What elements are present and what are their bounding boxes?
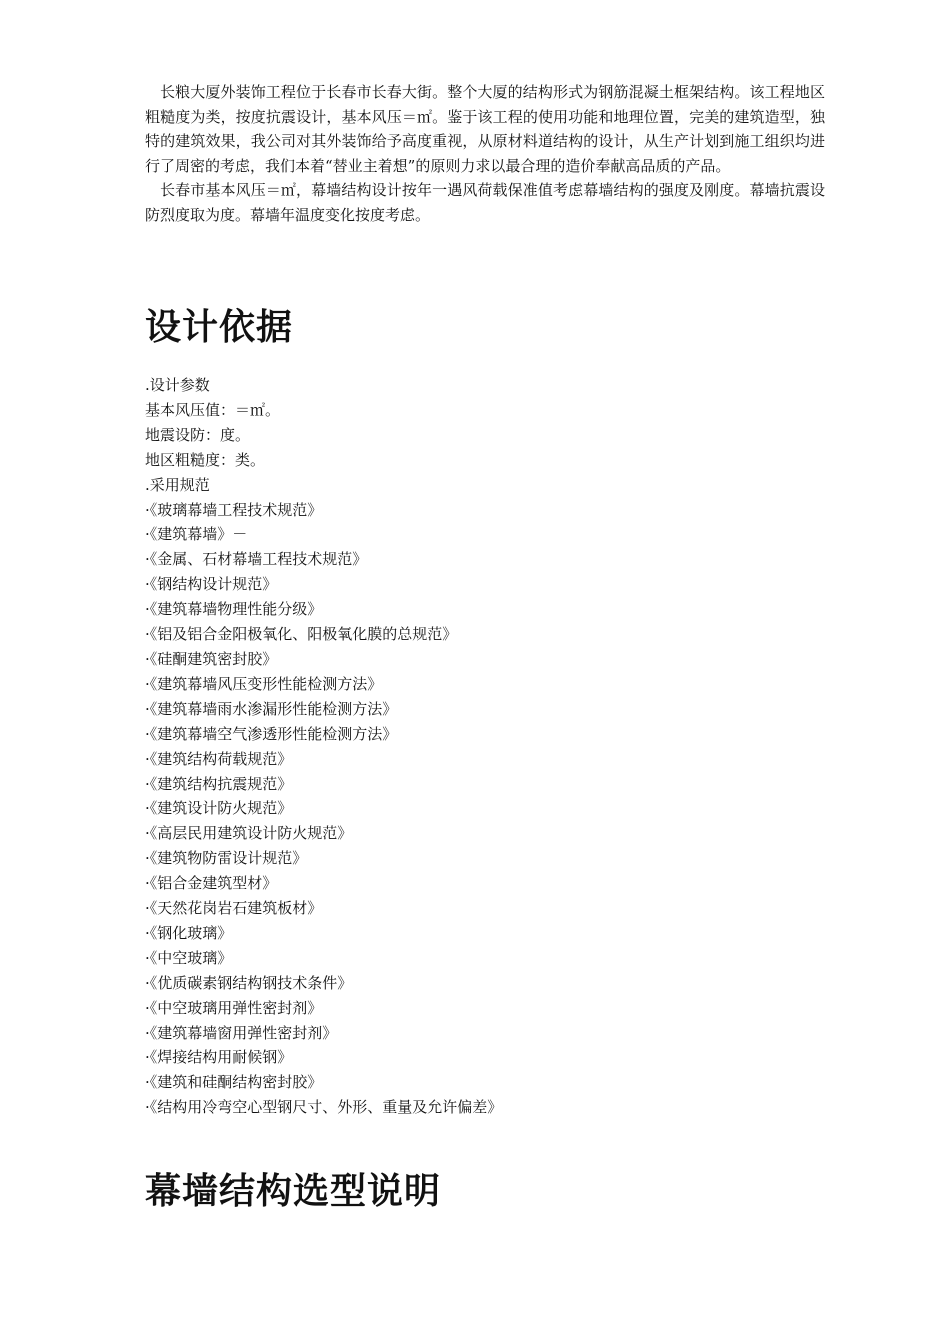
code-item: ·《中空玻璃用弹性密封剂》 <box>145 998 323 1017</box>
code-item: ·《建筑幕墙风压变形性能检测方法》 <box>145 674 383 693</box>
code-item: ·《铝合金建筑型材》 <box>145 874 278 893</box>
code-item: ·《高层民用建筑设计防火规范》 <box>145 824 353 843</box>
codes-label: .采用规范 <box>145 475 210 494</box>
code-item: ·《建筑幕墙》－ <box>145 525 248 544</box>
section-heading-design-basis: 设计依据 <box>145 307 294 348</box>
code-item: ·《建筑幕墙雨水渗漏形性能检测方法》 <box>145 699 398 718</box>
code-item: ·《建筑结构抗震规范》 <box>145 774 293 793</box>
param-seismic: 地震设防：度。 <box>145 425 251 444</box>
section-heading-curtain-wall-selection: 幕墙结构选型说明 <box>145 1171 442 1212</box>
design-basis-list <box>145 373 825 1120</box>
code-item: ·《天然花岗岩石建筑板材》 <box>145 899 323 918</box>
code-item: ·《建筑幕墙空气渗透形性能检测方法》 <box>145 724 398 743</box>
code-item: ·《焊接结构用耐候钢》 <box>145 1048 293 1067</box>
code-item: ·《建筑幕墙窗用弹性密封剂》 <box>145 1023 338 1042</box>
code-item: ·《建筑结构荷载规范》 <box>145 749 293 768</box>
code-item: ·《铝及铝合金阳极氧化、阳极氧化膜的总规范》 <box>145 625 458 644</box>
code-item: ·《建筑和硅酮结构密封胶》 <box>145 1073 323 1092</box>
intro-text <box>145 80 825 227</box>
code-item: ·《钢化玻璃》 <box>145 923 233 942</box>
code-item: ·《建筑设计防火规范》 <box>145 799 293 818</box>
intro-paragraph-1: 长粮大厦外装饰工程位于长春市长春大街。整个大厦的结构形式为钢筋混凝土框架结构。该工程地区粗糙度为类，按度抗震设计，基本风压＝㎡。鉴于该工程的使用功能和地理位置，完美的建筑造型，独特的建筑效果，我公司对其外装饰给予高度重视，从原材料道结构的设计，从生产计划到施工组织均进行了周密的考虑，我们本着“替业主着想”的原则力求以最合理的造价奉献高品质的产品。 <box>145 83 825 175</box>
intro-paragraph-2: 长春市基本风压＝㎡，幕墙结构设计按年一遇风荷载保准值考虑幕墙结构的强度及刚度。幕墙抗震设防烈度取为度。幕墙年温度变化按度考虑。 <box>145 181 825 224</box>
code-item: ·《硅酮建筑密封胶》 <box>145 649 278 668</box>
param-wind-pressure: 基本风压值：＝㎡。 <box>145 400 281 419</box>
code-item: ·《结构用冷弯空心型钢尺寸、外形、重量及允许偏差》 <box>145 1098 503 1117</box>
code-item: ·《中空玻璃》 <box>145 948 233 967</box>
code-item: ·《玻璃幕墙工程技术规范》 <box>145 500 323 519</box>
code-item: ·《建筑物防雷设计规范》 <box>145 849 308 868</box>
param-roughness: 地区粗糙度：类。 <box>145 450 266 469</box>
design-params-label: .设计参数 <box>145 376 210 394</box>
code-item: ·《金属、石材幕墙工程技术规范》 <box>145 550 368 569</box>
code-item: ·《钢结构设计规范》 <box>145 575 278 594</box>
code-item: ·《优质碳素钢结构钢技术条件》 <box>145 973 353 992</box>
code-item: ·《建筑幕墙物理性能分级》 <box>145 600 323 619</box>
